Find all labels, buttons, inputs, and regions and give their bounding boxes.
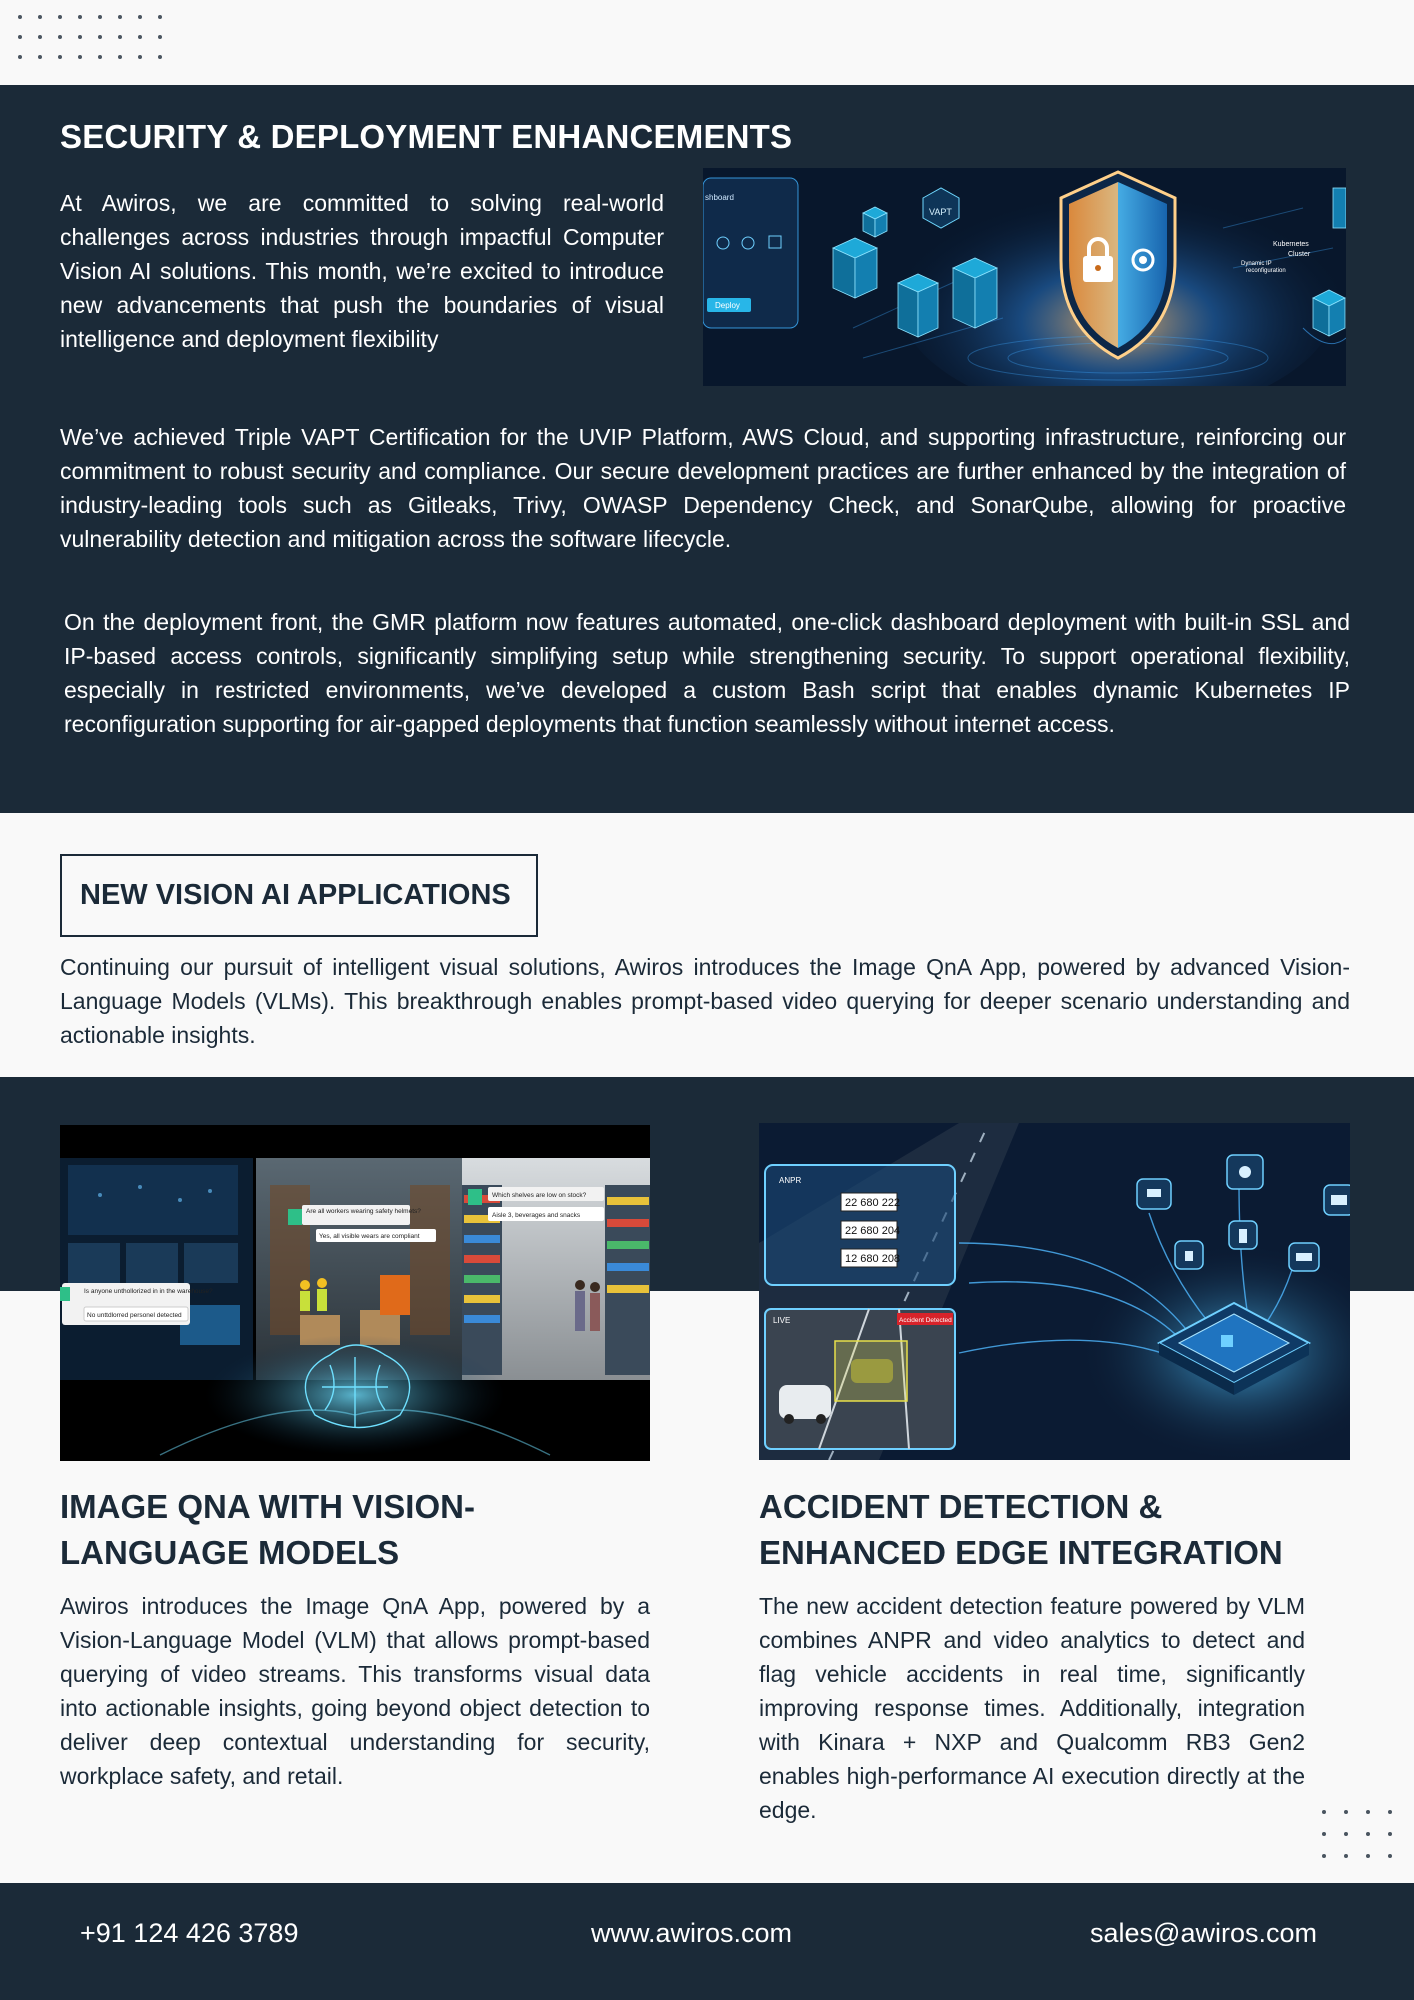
footer-email-link[interactable]: sales@awiros.com <box>1090 1918 1317 1948</box>
plate-1: 22 680 222 <box>845 1197 901 1209</box>
dashboard-label: shboard <box>705 193 734 202</box>
decorative-dots-top <box>18 15 178 75</box>
qna-answer-2: Yes, all visible wears are compliant <box>319 1233 420 1240</box>
qna-question-1: Is anyone unthollorized in in the warehouse? <box>84 1288 213 1295</box>
reconfiguration-label: reconfiguration <box>1246 268 1286 274</box>
security-section-title: SECURITY & DEPLOYMENT ENHANCEMENTS <box>60 118 793 155</box>
qna-answer-3: Aisle 3, beverages and snacks <box>492 1212 581 1219</box>
security-intro-paragraph: At Awiros, we are committed to solving real-world challenges across industries through impactful Computer Vision AI solutions. This month, we’re excited to introduce new advancements that push the boundaries of visual intelligence and deployment flexibility <box>60 190 664 352</box>
plate-2: 22 680 204 <box>845 1225 901 1237</box>
image-qna-title: IMAGE QNA WITH VISION-LANGUAGE MODELS <box>60 1488 475 1571</box>
image-qna-image <box>60 1125 650 1461</box>
security-shield-illustration <box>703 168 1346 386</box>
cluster-label: Cluster <box>1288 251 1311 258</box>
vlm-brain-illustration <box>60 1125 650 1461</box>
deployment-paragraph: On the deployment front, the GMR platform now features automated, one-click dashboard deployment with built-in SSL and IP-based access controls, significantly simplifying setup while strengthening security. To support operational flexibility, especially in restricted environments, we’ve developed a custom Bash script that enables dynamic Kubernetes IP reconfiguration supporting for air-gapped deployments that function seamlessly without internet access. <box>64 609 1350 737</box>
accident-alert-label: Accident Detected <box>899 1317 952 1324</box>
kubernetes-label: Kubernetes <box>1273 241 1309 248</box>
footer-phone[interactable]: +91 124 426 3789 <box>80 1918 299 1948</box>
anpr-label: ANPR <box>779 1176 802 1185</box>
accident-detection-image <box>759 1123 1350 1460</box>
security-shield-image <box>703 168 1346 386</box>
accident-detection-title: ACCIDENT DETECTION & ENHANCED EDGE INTEGRATION <box>759 1488 1283 1571</box>
vision-section-title-box <box>60 854 538 937</box>
edge-chip-illustration <box>759 1123 1350 1460</box>
vapt-label: VAPT <box>929 207 952 217</box>
qna-question-3: Which shelves are low on stock? <box>492 1192 587 1199</box>
plate-3: 12 680 208 <box>845 1253 901 1265</box>
vapt-certification-paragraph: We’ve achieved Triple VAPT Certification for the UVIP Platform, AWS Cloud, and supporting infrastructure, reinforcing our commitment to robust security and compliance. Our secure development practices are further enhanced by the integration of industry-leading tools such as Gitleaks, Trivy, OWASP Dependency Check, and SonarQube, allowing for proactive vulnerability detection and mitigation across the software lifecycle. <box>60 424 1346 552</box>
qna-question-2: Are all workers wearing safety helmets? <box>306 1208 421 1215</box>
qna-answer-1: No unttdlorred personel detected <box>87 1312 182 1319</box>
footer-website-link[interactable]: www.awiros.com <box>591 1918 793 1948</box>
decorative-dots-bottom <box>1322 1810 1410 1876</box>
live-label: LIVE <box>773 1316 791 1325</box>
vision-intro-paragraph: Continuing our pursuit of intelligent visual solutions, Awiros introduces the Image QnA App, powered by advanced Vision-Language Models (VLMs). This breakthrough enables prompt-based video querying for deeper scenario understanding and actionable insights. <box>60 954 1350 1048</box>
dynamic-ip-label: Dynamic IP <box>1241 261 1272 267</box>
image-qna-paragraph: Awiros introduces the Image QnA App, powered by a Vision-Language Model (VLM) that allows prompt-based querying of video streams. This transforms visual data into actionable insights, going beyond object detection to deliver deep contextual understanding for security, workplace safety, and retail. <box>60 1593 650 1789</box>
deploy-label: Deploy <box>715 301 740 310</box>
vision-section-title: NEW VISION AI APPLICATIONS <box>80 879 511 911</box>
accident-detection-paragraph: The new accident detection feature powered by VLM combines ANPR and video analytics to detect and flag vehicle accidents in real time, significantly improving response times. Additionally, integration with Kinara + NXP and Qualcomm RB3 Gen2 enables high-performance AI execution directly at the edge. <box>759 1593 1305 1823</box>
